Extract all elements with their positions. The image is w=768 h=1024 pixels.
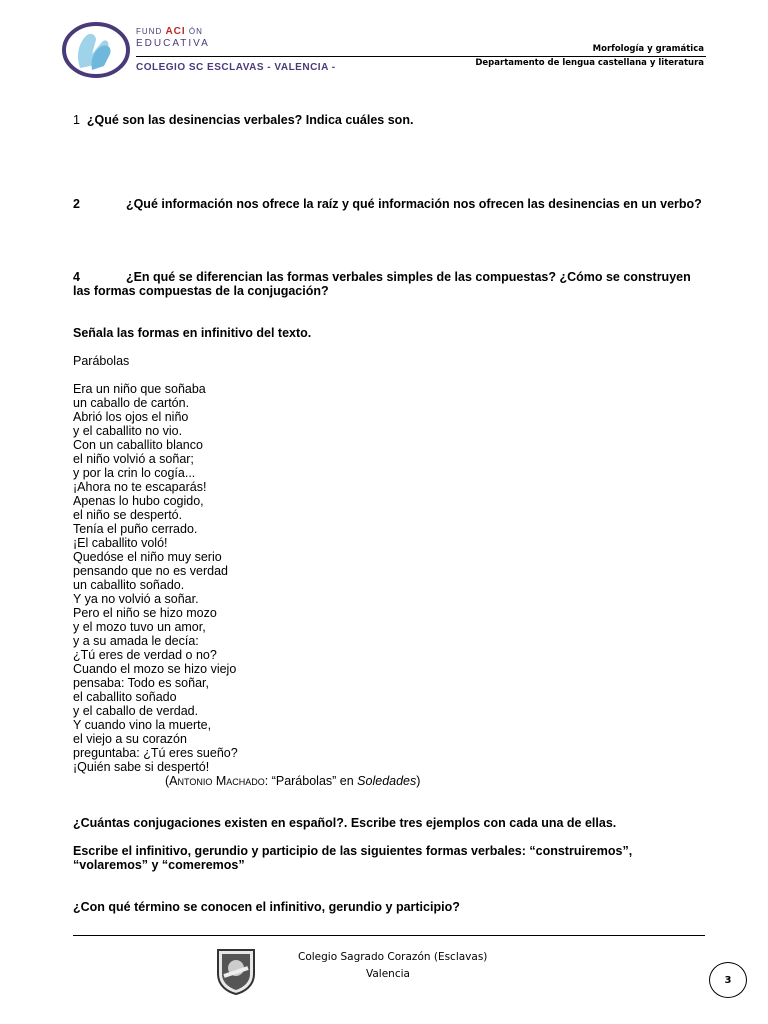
poem-title: Parábolas [73, 354, 130, 368]
poem-line: Pero el niño se hizo mozo [73, 606, 217, 620]
page-number: 3 [709, 962, 747, 998]
poem-line: y el mozo tuvo un amor, [73, 620, 206, 634]
question-conjugations: ¿Cuántas conjugaciones existen en español?. Escribe tres ejemplos con cada una de ellas. [73, 816, 617, 830]
poem-line: Y cuando vino la muerte, [73, 718, 212, 732]
poem-line: pensaba: Todo es soñar, [73, 676, 209, 690]
poem-line: el viejo a su corazón [73, 732, 187, 746]
poem-line: y el caballo de verdad. [73, 704, 199, 718]
subject-title: Morfología y gramática [592, 44, 704, 54]
poem-line: y el caballito no vio. [73, 424, 183, 438]
poem-line: pensando que no es verdad [73, 564, 228, 578]
poem-line: un caballito soñado. [73, 578, 185, 592]
poem-line: Y ya no volvió a soñar. [73, 592, 199, 606]
poem-line: el caballito soñado [73, 690, 177, 704]
header-divider [136, 56, 706, 57]
poem-line: Con un caballito blanco [73, 438, 203, 452]
poem-body [73, 382, 238, 774]
footer-divider [73, 935, 705, 936]
poem-citation: (Antonio Machado: “Parábolas” en Soledades) [165, 774, 421, 788]
logo-educativa-text: EDUCATIVA [136, 38, 210, 49]
poem-line: Tenía el puño cerrado. [73, 522, 198, 536]
question-4: 4 ¿En qué se diferencian las formas verbales simples de las compuestas? ¿Cómo se construyen las formas compuestas de la conjugación? [73, 270, 691, 298]
poem-line: ¿Tú eres de verdad o no? [73, 648, 217, 662]
footer-school: Colegio Sagrado Corazón (Esclavas) [298, 951, 488, 963]
poem-line: y a su amada le decía: [73, 634, 199, 648]
poem-line: preguntaba: ¿Tú eres sueño? [73, 746, 238, 760]
poem-line: ¡Ahora no te escaparás! [73, 480, 207, 494]
colegio-name: COLEGIO SC ESCLAVAS - VALENCIA - [136, 62, 336, 73]
question-infinitives: Señala las formas en infinitivo del texto. [73, 326, 312, 340]
poem-line: un caballo de cartón. [73, 396, 190, 410]
department-title: Departamento de lengua castellana y literatura [475, 58, 704, 68]
question-term: ¿Con qué término se conocen el infinitivo, gerundio y participio? [73, 900, 460, 914]
logo-fund-text: FUND ACI ÓN [136, 26, 203, 37]
poem-line: Cuando el mozo se hizo viejo [73, 662, 237, 676]
poem-line: el niño volvió a soñar; [73, 452, 194, 466]
poem-line: ¡Quién sabe si despertó! [73, 760, 210, 774]
poem-line: Era un niño que soñaba [73, 382, 206, 396]
question-1: 1 ¿Qué son las desinencias verbales? Indica cuáles son. [73, 113, 414, 127]
poem-line: el niño se despertó. [73, 508, 183, 522]
question-forms: Escribe el infinitivo, gerundio y participio de las siguientes formas verbales: “construiremos”, “volaremos” y “comeremos” [73, 844, 633, 872]
school-shield-icon [214, 946, 258, 996]
poem-line: Apenas lo hubo cogido, [73, 494, 204, 508]
poem-line: ¡El caballito voló! [73, 536, 168, 550]
poem-line: y por la crin lo cogía... [73, 466, 196, 480]
poem-line: Quedóse el niño muy serio [73, 550, 222, 564]
footer-city: Valencia [366, 968, 410, 980]
question-2: 2 ¿Qué información nos ofrece la raíz y qué información nos ofrecen las desinencias en un verbo? [73, 197, 702, 211]
poem-line: Abrió los ojos el niño [73, 410, 189, 424]
